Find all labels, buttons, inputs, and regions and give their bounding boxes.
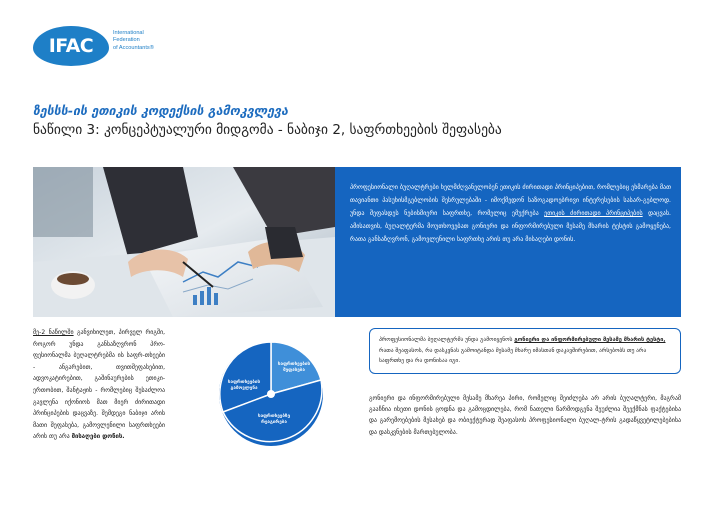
callout-text-before: პროფესიონალმა ბუღალტერმა უნდა გამოიყენოს	[379, 337, 513, 343]
logo-line-1: International	[113, 30, 144, 36]
ifac-logo-mark	[33, 26, 109, 66]
fundamental-principles-link[interactable]: ეთიკის ძირითადი პრინციპების	[544, 210, 643, 217]
left-column-bold: მისაღები დონის.	[71, 433, 125, 441]
intro-paragraph	[350, 181, 671, 246]
conceptual-framework-diagram	[213, 332, 339, 450]
callout-text-after: რათა შეაფასოს, რა დასკვნას გამოიტანდა მესამე მხარე იმასთან დაკავშირებით, არსებობს თუ არა საფრთხე და რა დონისაა იგი.	[379, 347, 647, 365]
diagram-label-address: საფრთხეებზე რეაგირება	[257, 414, 291, 425]
intro-text-after: დაცვას. ამისათვის, ბუღალტერმა მოუთხოვებათ გონიერი და ინფორმირებული მესამე მხარის ტესტის გამოყენება, რათა განსაზღვრონ, გამოვლენილი საფრთხე არის თუ არა მისაღები დონის.	[350, 210, 671, 243]
photo-illustration	[33, 167, 335, 317]
logo-line-3: of Accountants®	[113, 44, 154, 51]
ifac-logo	[33, 26, 173, 76]
diagram-center-dot	[267, 390, 275, 398]
left-column-body: განვიხილეთ, პირველ რიგში, როგორ უნდა განსაზღვრონ პრო-ფესიონალმა ბუღალტრებმა ის საფრ-თხეები - ანგარებით, თვითშეფასებით, ადვოკატირებით, გაშინაურების ეთიკი-ერთობით, შანტაჟის - რომლებიც შესაძლოა გავლენა იქონიოს მათ მიერ ძირითადი პრინციპების დაცვაზე. შემდეგი ნაბიჯი არის მათი შეფასება, გამოვლენილი საფრთხეები არის თუ არა	[33, 329, 165, 441]
third-party-definition: გონიერი და ინფორმირებული მესამე მხარეა პირი, რომელიც შეიძლება არ არის ბუღალტერი, მაგრამ გააჩნია ისეთი დონის ცოდნა და გამოცდილება, რომ ნათელი წარმოდგენა შეუძლია შეექმნას ფაქტებისა და გარემოებების მესახებ და ობიექტურად შეაფასოს პროფესიონალი ბუღალ-ტრის გადაწყვეტილებებისა და დასკვნების მართებულობა.	[369, 395, 681, 436]
diagram-label-assess: საფრთხეების შეფასება	[277, 362, 311, 373]
diagram-label-identify: საფრთხეების გამოვლენა	[227, 380, 261, 391]
third-party-test-callout	[369, 328, 681, 374]
intro-text-before: პროფესიონალი ბუღალტრები ხელმძღვანელობენ ეთიკის ძირითადი პრინციპებით, რომლებიც ეხმარება მათ თავიანთი პასუხისმგებლობის შესრულებაში - იმოქმედონ საზოგადოებრივი ინტერესების სასარ-გებლოდ. უნდა შეფასდეს ნებისმიერი საფრთხე, რომელიც ემუქრება	[350, 184, 671, 217]
intro-text-box	[335, 167, 681, 317]
logo-line-2: Federation	[113, 37, 140, 44]
page-subtitle: ნაწილი 3: კონცეპტუალური მიდგომა - ნაბიჯი 2, საფრთხეების შეფასება	[33, 122, 502, 138]
page-title: ზესსს-ის ეთიკის კოდექსის გამოკვლევა	[33, 103, 289, 118]
third-party-test-link[interactable]: გონიერი და ინფორმირებული მესამე მხარის ტესტი,	[514, 337, 666, 343]
left-column-text	[33, 327, 165, 443]
callout-paragraph	[379, 335, 672, 367]
business-meeting-photo	[33, 167, 335, 317]
logo-org-name	[113, 30, 183, 52]
part-2-link[interactable]: მე-2 ნაწილში	[33, 329, 74, 336]
logo-abbr: IFAC	[48, 35, 94, 57]
